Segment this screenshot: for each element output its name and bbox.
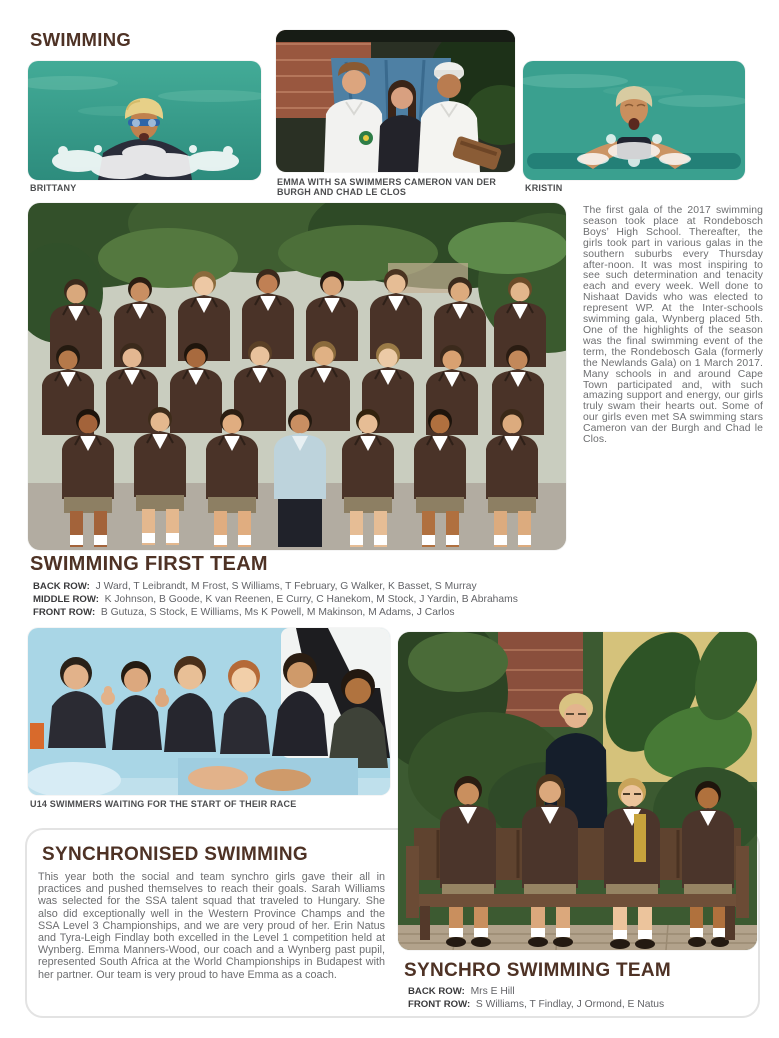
synchro-front-row: FRONT ROW: S Williams, T Findlay, J Ormond, E Natus [408,998,665,1010]
swimmer-illustration [28,61,261,180]
first-team-heading: SWIMMING FIRST TEAM [30,553,268,575]
first-team-front-row: FRONT ROW: B Gutuza, S Stock, E Williams, Ms K Powell, M Makinson, M Adams, J Carlos [33,606,455,618]
synchro-team-heading: SYNCHRO SWIMMING TEAM [404,960,672,981]
synchro-photo-illustration [398,632,757,950]
team-photo-illustration [28,203,566,550]
photo-u14-swimmers [28,628,390,795]
synchronised-paragraph: This year both the social and team synchro girls gave their all in practices and pushed themselves to reach their goals. Sarah Williams was selected for the SSA talent squad that traveled to Hungary. She also did exceptionally well in the Western Province Champs and the SSA Level 3 Championships, and we are very proud of her. Erin Natus and Tyra-Leigh Findlay both excelled in the Level 1 competition held at Wynberg. Emma Manners-Wood, our coach and a Wynberg past pupil, represented South Africa at the World Championships in Budapest with her partner. Our team is very proud to have Emma as a coach. [38,871,385,981]
synchronised-heading: SYNCHRONISED SWIMMING [42,844,308,865]
photo-brittany [28,61,261,180]
caption-kristin: KRISTIN [525,183,563,193]
first-team-rows [33,581,518,619]
first-team-middle-row: MIDDLE ROW: K Johnson, B Goode, K van Reenen, E Curry, C Hanekom, M Stock, J Yardin, B Abrahams [33,593,518,605]
caption-emma: EMMA WITH SA SWIMMERS CAMERON VAN DER BURGH AND CHAD LE CLOS [277,177,497,198]
photo-first-team [28,203,566,550]
photo-kristin [523,61,745,180]
first-team-back-row: BACK ROW: J Ward, T Leibrandt, M Frost, S Williams, T February, G Walker, K Basset, S Murray [33,581,477,592]
group-photo-illustration [276,30,515,172]
page-title: SWIMMING [30,29,132,50]
photo-synchro-team [398,632,757,950]
gala-paragraph: The first gala of the 2017 swimming season took place at Rondebosch Boys’ High School. Thereafter, the girls took part in various galas in the southern suburbs every Thursday after-noon. It was most inspiring to see such determination and tenacity each and every week. Well done to Nishaat Davids who was elected to represent WP. At the Inter-schools swimming gala, Wynberg placed 5th. One of the highlights of the season was the final swimming event of the term, the Rondebosch Gala (formerly the Newlands Gala) on 1 March 2017. Many schools in and around Cape Town participated and, with such amazing support and energy, our girls truly swam their hearts out. Some of our girls even met SA swimming stars Cameron van der Burgh and Chad le Clos. [583,205,763,446]
u14-photo-illustration [28,628,390,795]
caption-brittany: BRITTANY [30,183,77,193]
photo-emma [276,30,515,172]
synchro-team-rows [408,986,664,1012]
swimmer-illustration [523,61,745,180]
caption-u14: U14 SWIMMERS WAITING FOR THE START OF THEIR RACE [30,799,297,809]
synchro-back-row: BACK ROW: Mrs E Hill [408,986,515,997]
